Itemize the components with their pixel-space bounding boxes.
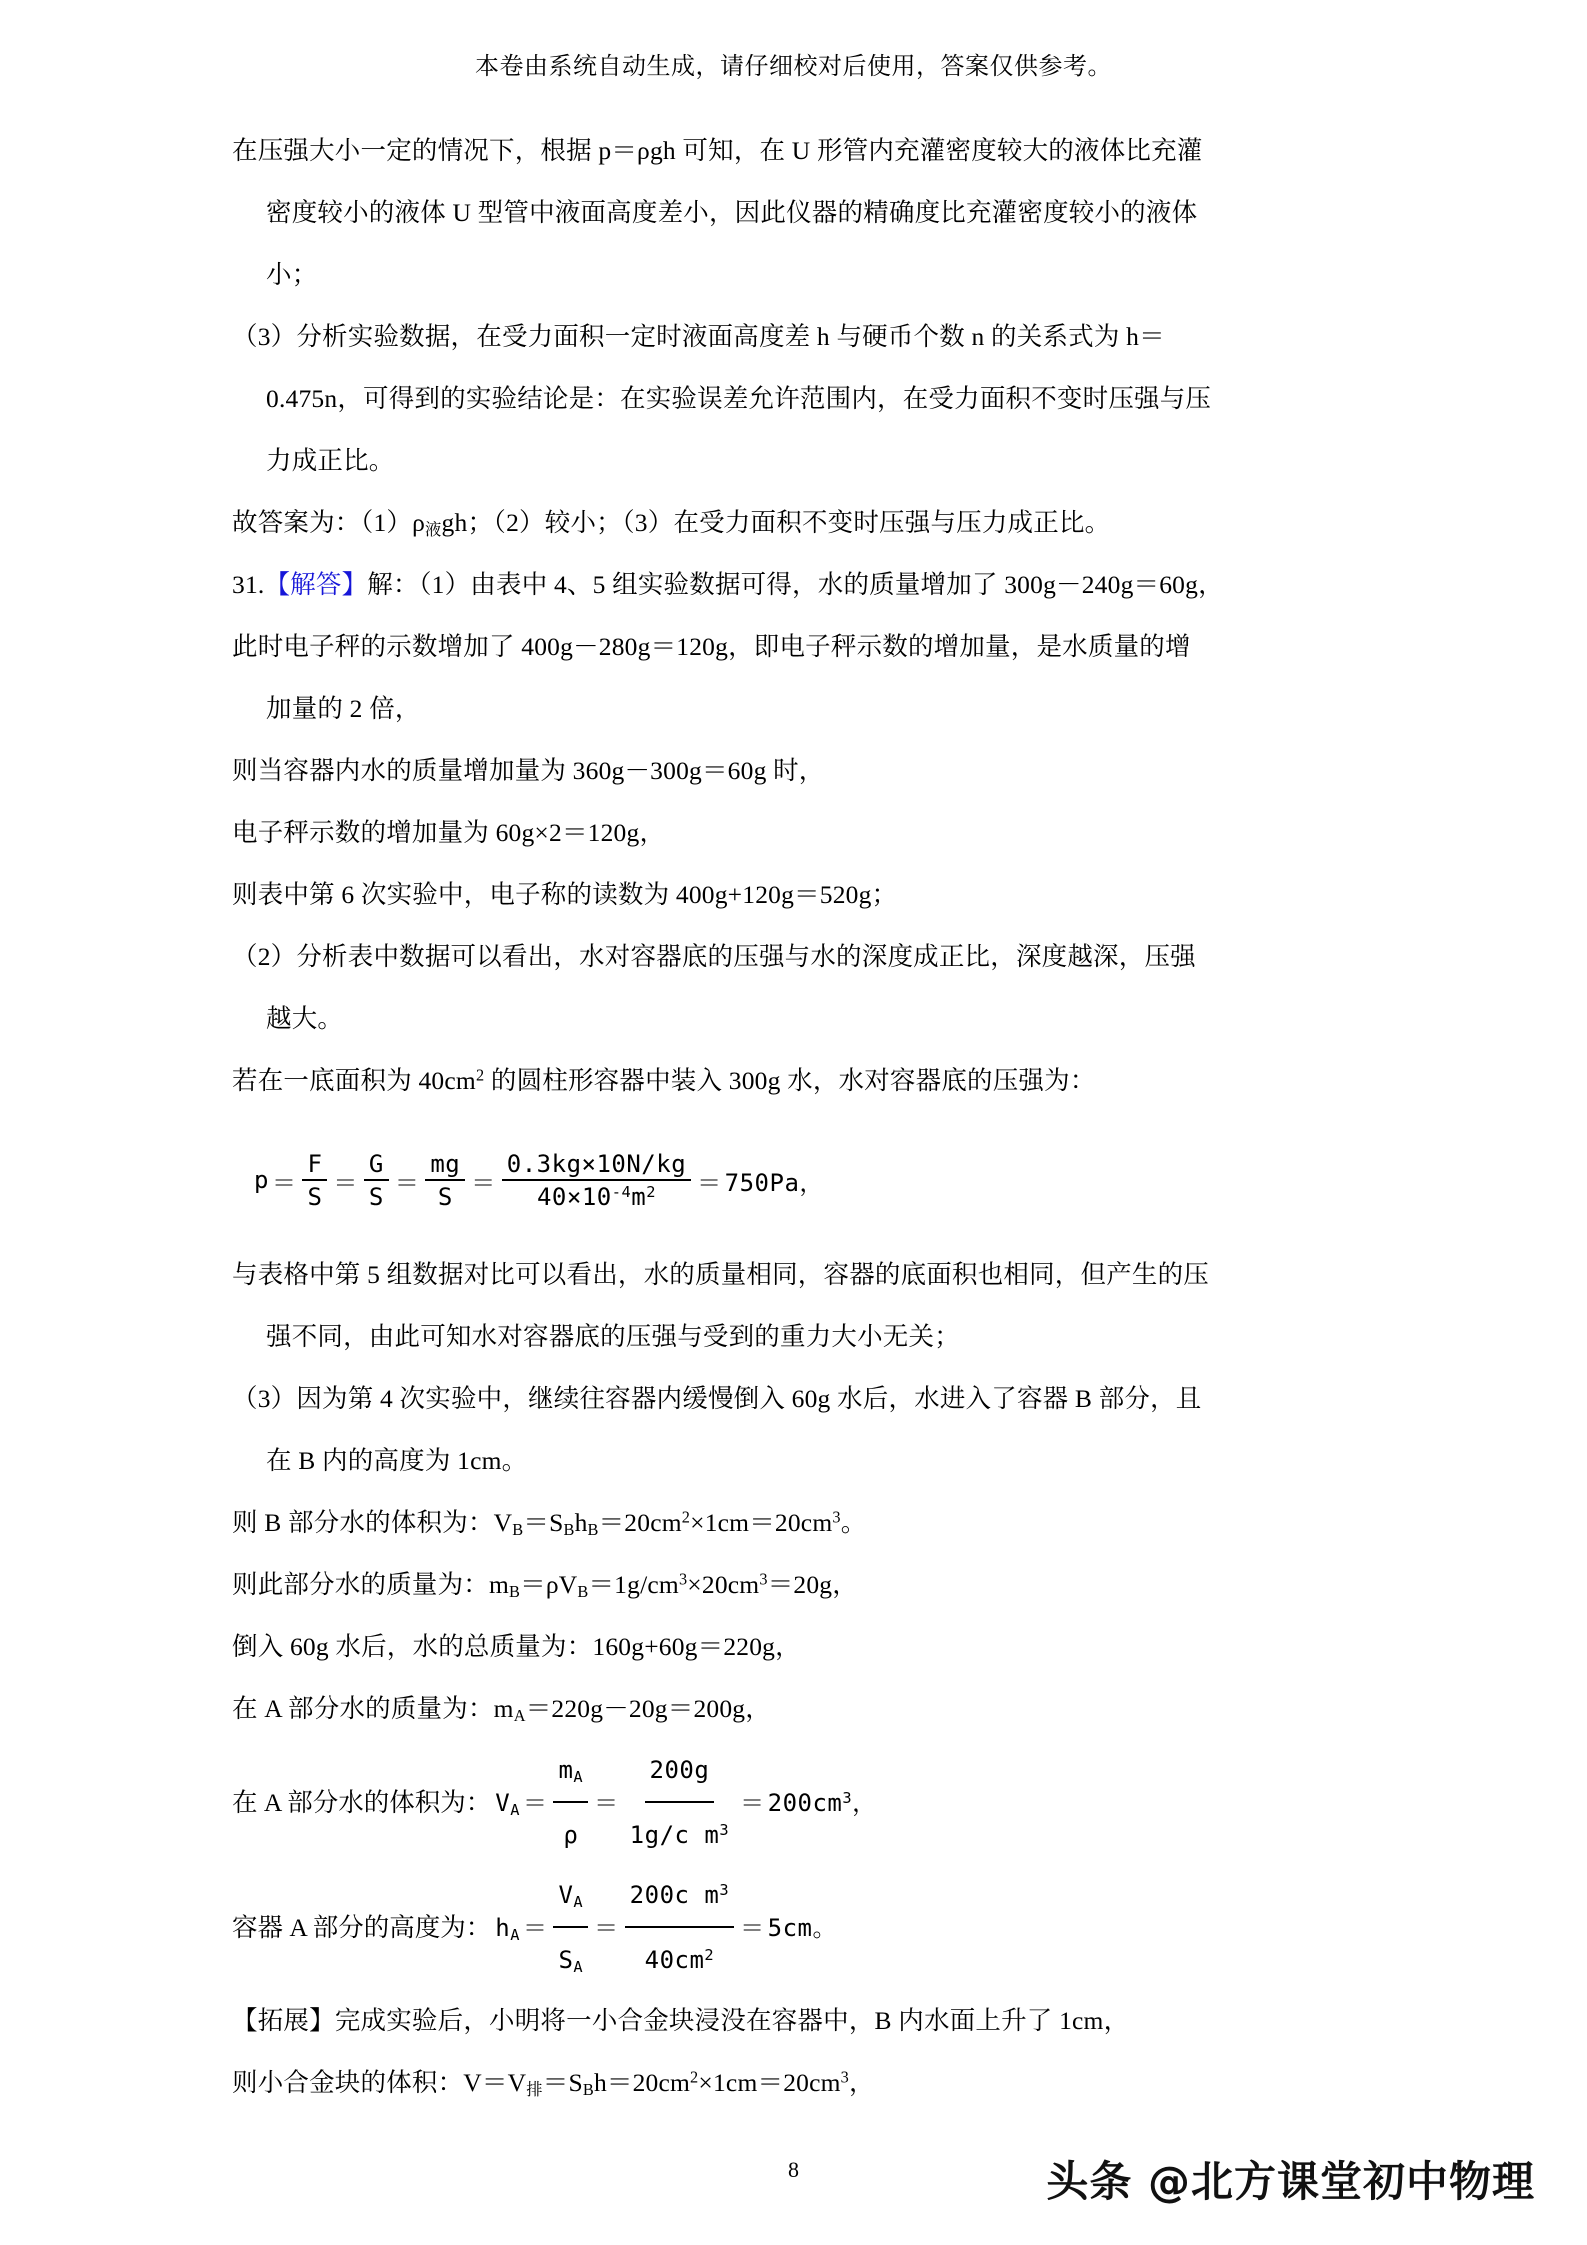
denominator-unit: m	[631, 1182, 647, 1211]
paragraph-line: 越大。	[266, 1004, 344, 1033]
pressure-formula-math	[254, 1150, 824, 1211]
paragraph-line: 力成正比。	[266, 446, 395, 475]
sb-subscript: B	[582, 2080, 594, 2100]
fraction-denominator	[553, 1928, 588, 1990]
fraction-numerator	[553, 1865, 588, 1928]
paragraph-line: 则当容器内水的质量增加量为 360g－300g＝60g 时，	[232, 756, 825, 785]
final-answer-suffix: gh；（2）较小；（3）在受力面积不变时压强与压力成正比。	[441, 508, 1111, 537]
paragraph-line: 倒入 60g 水后，水的总质量为：160g+60g＝220g，	[232, 1632, 801, 1661]
displaced-subscript: 排	[526, 2080, 543, 2100]
denominator-exponent: 3	[719, 1821, 730, 1840]
paragraph-line: 加量的 2 倍，	[266, 694, 421, 723]
paragraph-line: （2）分析表中数据可以看出，水对容器底的压强与水的深度成正比，深度越深，压强	[232, 942, 1196, 971]
va-label: V	[495, 1788, 511, 1817]
extension-line	[232, 1990, 1318, 2052]
vb-mid2: h	[574, 1508, 588, 1537]
numerator-subscript: A	[573, 1767, 584, 1786]
final-answer-prefix: 故答案为：（1）ρ	[232, 508, 426, 537]
vb-mid4: ×1cm＝20cm	[690, 1508, 833, 1537]
paragraph-line: （3）分析实验数据，在受力面积一定时液面高度差 h 与硬币个数 n 的关系式为 h＝	[232, 322, 1165, 351]
paragraph-line: 则表中第 6 次实验中，电子称的读数为 400g+120g＝520g；	[232, 880, 898, 909]
height-a-lead: 容器 A 部分的高度为：	[232, 1912, 492, 1942]
fraction-va-over-sa	[553, 1865, 588, 1990]
sb-subscript: B	[563, 1520, 575, 1540]
mb-subscript: B	[509, 1582, 521, 1602]
answer-tag: 【解答】	[264, 570, 368, 599]
fraction-force-over-area	[302, 1150, 327, 1211]
fraction-ma-over-rho	[553, 1740, 588, 1865]
vb-prefix: 则 B 部分水的体积为：V	[232, 1508, 513, 1537]
fraction-numerator: G	[364, 1150, 389, 1181]
equals-sign: ＝	[271, 1168, 297, 1197]
volume-b-line	[232, 1492, 1318, 1554]
ma-suffix: ＝220g－20g＝200g，	[525, 1694, 771, 1723]
vb-subscript: B	[577, 1582, 589, 1602]
page-number: 8	[788, 2157, 799, 2182]
hb-subscript: B	[587, 1520, 599, 1540]
valloy-mid3: ×1cm＝20cm	[698, 2068, 841, 2097]
numerator-exponent: 3	[719, 1881, 730, 1900]
numerator-base: 200c m	[629, 1881, 720, 1909]
mb-prefix: 则此部分水的质量为：m	[232, 1570, 510, 1599]
vb-subscript: B	[512, 1520, 524, 1540]
paragraph-line: 在 B 内的高度为 1cm。	[266, 1446, 528, 1475]
fraction-numerator: F	[302, 1150, 327, 1181]
extension-tag: 【拓展】	[232, 2006, 335, 2035]
vb-mid1: ＝S	[523, 1508, 564, 1537]
fraction-denominator	[532, 1181, 661, 1211]
cm-cubed: 3	[840, 2067, 850, 2087]
pressure-formula	[232, 1128, 1318, 1232]
equals-sign: ＝	[522, 1788, 548, 1817]
question-31-text: 解：（1）由表中 4、5 组实验数据可得，水的质量增加了 300g－240g＝60g，	[367, 570, 1224, 599]
ha-symbol	[495, 1898, 520, 1958]
watermark-account-name: 北方课堂初中物理	[1190, 2157, 1535, 2206]
fraction-mg-over-area	[425, 1150, 465, 1211]
va-symbol	[495, 1773, 520, 1833]
ma-prefix: 在 A 部分水的质量为：m	[232, 1694, 514, 1723]
numerator-base: m	[558, 1756, 574, 1784]
numerator-base: V	[558, 1881, 574, 1909]
volume-alloy-line	[232, 2052, 1318, 2114]
fraction-numerator: mg	[425, 1150, 465, 1181]
cm-squared: 2	[690, 2067, 699, 2087]
denominator-exponent: 2	[704, 1946, 715, 1965]
valloy-suffix: ，	[849, 2068, 875, 2097]
paragraph-line: 强不同，由此可知水对容器底的压强与受到的重力大小无关；	[266, 1322, 960, 1351]
equals-sign: ＝	[522, 1913, 548, 1942]
height-a-formula	[232, 1865, 1318, 1990]
fraction-denominator: S	[307, 1182, 323, 1211]
va-subscript: A	[510, 1800, 520, 1819]
question-31-line	[232, 554, 1318, 616]
equals-sign: ＝	[594, 1913, 619, 1942]
paragraph-line: 电子秤示数的增加量为 60g×2＝120g，	[232, 818, 666, 847]
denominator-base: 1g/c m	[629, 1821, 720, 1849]
bottom-area-prefix: 若在一底面积为 40cm	[232, 1066, 476, 1095]
fraction-denominator: S	[368, 1182, 384, 1211]
paragraph-line: 在压强大小一定的情况下，根据 p＝ρgh 可知，在 U 形管内充灌密度较大的液体比充灌	[232, 136, 1203, 165]
fraction-numerator	[625, 1865, 734, 1928]
fraction-numeric-height	[625, 1865, 734, 1990]
result-exponent: 3	[842, 1788, 853, 1807]
paragraph-line: （3）因为第 4 次实验中，继续往容器内缓慢倒入 60g 水后，水进入了容器 B 部分，且	[232, 1384, 1202, 1413]
document-body	[232, 120, 1318, 2114]
valloy-mid1: ＝S	[542, 2068, 583, 2097]
final-answer-line	[232, 492, 1318, 554]
height-a-result: 5cm。	[767, 1913, 837, 1942]
vb-mid3: ＝20cm	[598, 1508, 682, 1537]
area-exponent: 2	[475, 1065, 485, 1085]
volume-a-result	[768, 1773, 877, 1833]
ha-subscript: A	[510, 1925, 520, 1944]
equals-sign: ＝	[740, 1788, 765, 1817]
paragraph-line: 小；	[266, 260, 318, 289]
paragraph-line: 与表格中第 5 组数据对比可以看出，水的质量相同，容器的底面积也相同，但产生的压	[232, 1260, 1210, 1289]
denominator-base: 40×10	[536, 1182, 612, 1211]
fraction-denominator: S	[437, 1182, 453, 1211]
pressure-symbol: p	[254, 1166, 269, 1194]
height-a-math	[495, 1865, 837, 1990]
ha-label: h	[495, 1913, 511, 1942]
paragraph-line: 此时电子秤的示数增加了 400g－280g＝120g，即电子秤示数的增加量，是水质量的增	[232, 632, 1191, 661]
fraction-numerator	[553, 1740, 588, 1803]
fraction-numeric-pressure	[502, 1150, 691, 1211]
result-tail: ，	[852, 1788, 877, 1817]
watermark	[1046, 2149, 1535, 2209]
paragraph-line: 密度较小的液体 U 型管中液面高度差小，因此仪器的精确度比充灌密度较小的液体	[266, 198, 1198, 227]
cm-cubed: 3	[678, 1569, 688, 1589]
vb-suffix: 。	[840, 1508, 867, 1537]
denominator-base: S	[558, 1946, 574, 1974]
page-header-note: 本卷由系统自动生成，请仔细校对后使用，答案仅供参考。	[475, 54, 1112, 80]
question-number: 31.	[232, 570, 265, 599]
volume-a-math	[495, 1740, 876, 1865]
denominator-subscript: A	[573, 1957, 584, 1976]
fraction-denominator	[640, 1928, 720, 1990]
paragraph-line: 0.475n，可得到的实验结论是：在实验误差允许范围内，在受力面积不变时压强与压	[266, 384, 1212, 413]
bottom-area-line	[232, 1050, 1318, 1112]
valloy-mid2: h＝20cm	[593, 2068, 691, 2097]
equals-sign: ＝	[394, 1168, 420, 1197]
equals-sign: ＝	[471, 1168, 496, 1197]
equals-sign: ＝	[594, 1788, 619, 1817]
watermark-at-sign: @	[1147, 2157, 1191, 2206]
numerator-subscript: A	[573, 1892, 584, 1911]
denominator-base: 40cm	[644, 1946, 705, 1974]
fraction-denominator: ρ	[563, 1821, 579, 1849]
mass-a-line	[232, 1678, 1318, 1740]
equals-sign: ＝	[333, 1168, 358, 1197]
extension-text: 完成实验后，小明将一小合金块浸没在容器中，B 内水面上升了 1cm，	[334, 2006, 1130, 2035]
equals-sign: ＝	[740, 1913, 765, 1942]
cm-cubed: 3	[832, 1507, 841, 1527]
denominator-exponent: -4	[611, 1182, 632, 1201]
pressure-result: 750Pa，	[724, 1168, 824, 1197]
mb-mid2: ＝1g/cm	[588, 1570, 679, 1599]
fraction-denominator	[625, 1803, 734, 1865]
cm-squared: 2	[681, 1507, 691, 1527]
mb-mid1: ＝ρV	[520, 1570, 578, 1599]
mb-mid3: ×20cm	[687, 1570, 760, 1599]
watermark-prefix: 头条	[1046, 2157, 1148, 2206]
volume-a-formula	[232, 1740, 1318, 1865]
equals-sign: ＝	[697, 1168, 722, 1197]
cm-cubed: 3	[759, 1569, 768, 1589]
fraction-numerator: 200g	[645, 1740, 715, 1803]
volume-a-lead: 在 A 部分水的体积为：	[232, 1787, 492, 1817]
ma-subscript: A	[513, 1706, 526, 1726]
fraction-200g-over-density	[625, 1740, 734, 1865]
valloy-prefix: 则小合金块的体积：V＝V	[232, 2068, 527, 2097]
mass-b-line	[232, 1554, 1318, 1616]
fraction-gravity-over-area	[364, 1150, 389, 1211]
mb-suffix: ＝20g，	[767, 1570, 858, 1599]
bottom-area-suffix: 的圆柱形容器中装入 300g 水，水对容器底的压强为：	[484, 1066, 1096, 1095]
density-subscript: 液	[425, 520, 442, 540]
fraction-numerator: 0.3kg×10N/kg	[502, 1150, 691, 1181]
result-base: 200cm	[767, 1788, 843, 1817]
denominator-unit-exponent: 2	[646, 1182, 656, 1201]
